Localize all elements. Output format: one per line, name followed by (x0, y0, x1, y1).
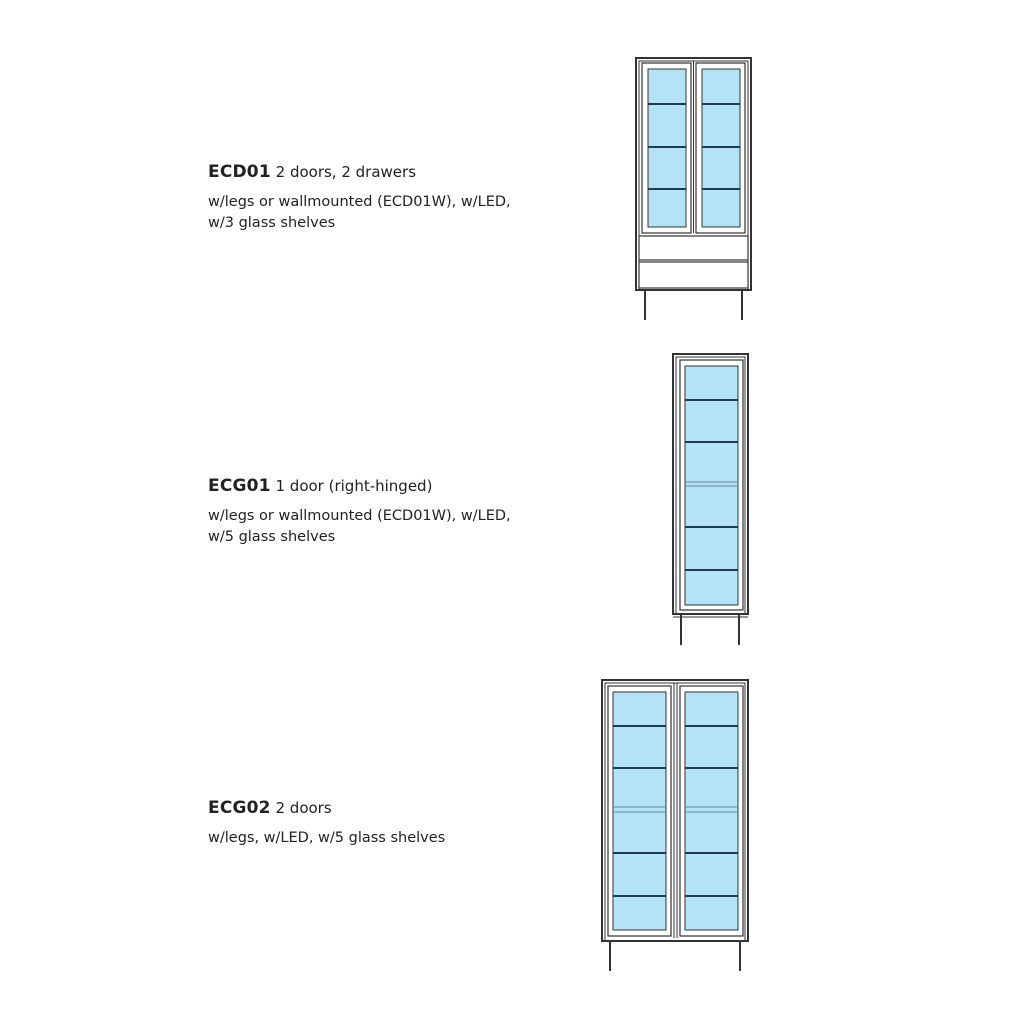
description-line: w/legs, w/LED, w/5 glass shelves (208, 830, 446, 846)
glass-panel (613, 692, 666, 930)
product-code: ECD01 (208, 162, 271, 182)
product-code: ECG01 (208, 476, 271, 496)
cabinet-ecd01-drawing (636, 58, 751, 320)
cabinet-ecg02-drawing (602, 680, 748, 971)
product-subtitle: 2 doors (275, 799, 332, 817)
description-line: w/5 glass shelves (208, 529, 336, 545)
description-line: w/3 glass shelves (208, 215, 336, 231)
glass-panel (685, 692, 738, 930)
drawer (639, 236, 748, 260)
description-line: w/legs or wallmounted (ECD01W), w/LED, (208, 194, 511, 210)
description-line: w/legs or wallmounted (ECD01W), w/LED, (208, 508, 511, 524)
drawer (639, 262, 748, 288)
cabinet-ecg01-drawing (673, 354, 748, 645)
product-subtitle: 2 doors, 2 drawers (275, 163, 417, 181)
product-subtitle: 1 door (right-hinged) (275, 477, 433, 495)
product-code: ECG02 (208, 798, 271, 818)
